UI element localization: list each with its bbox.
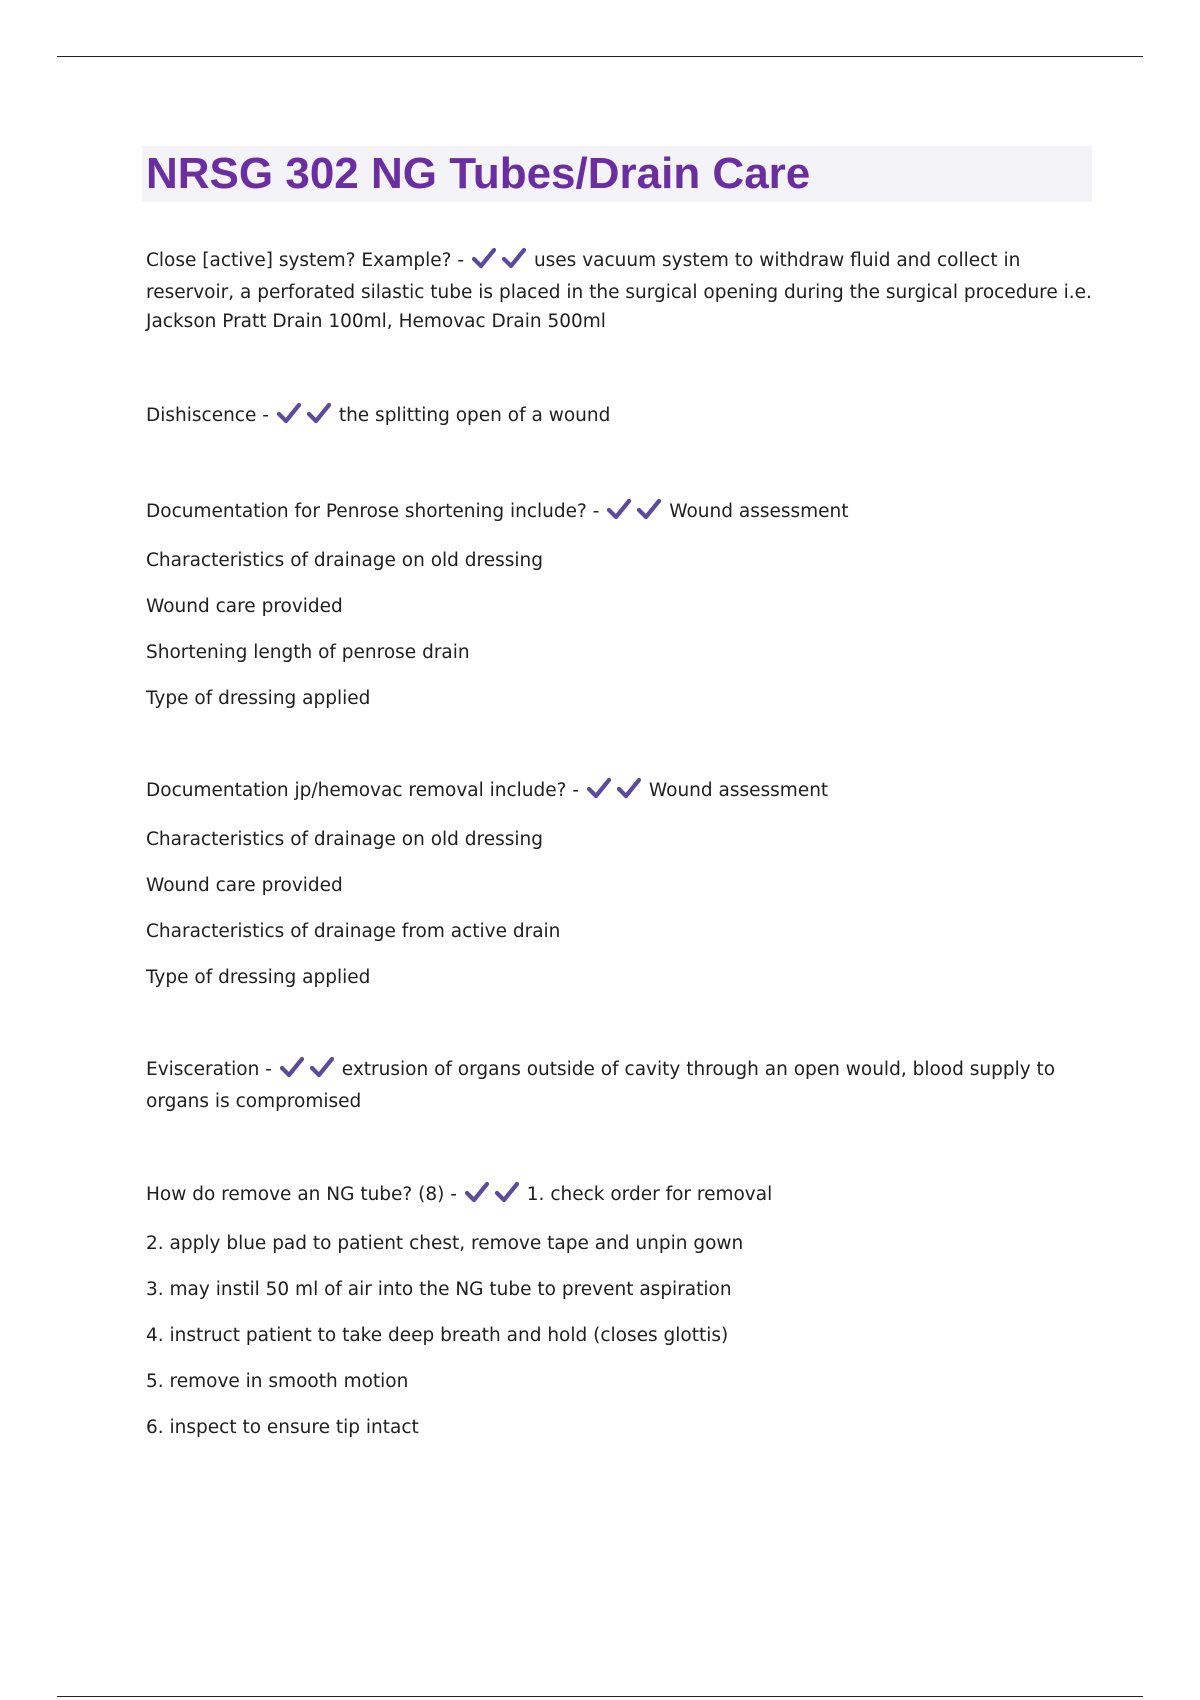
qa-answer-line: 3. may instil 50 ml of air into the NG tube to prevent aspiration	[146, 1279, 732, 1300]
qa-answer: extrusion of organs outside of cavity through an open would, blood supply to organs is compromised	[146, 1059, 1056, 1112]
qa-answer-line: Characteristics of drainage on old dressing	[146, 829, 544, 850]
qa-card-evisceration	[146, 1055, 1096, 1116]
qa-answer-line: Characteristics of drainage on old dressing	[146, 550, 544, 571]
page-title: NRSG 302 NG Tubes/Drain Care	[146, 149, 811, 198]
top-rule	[57, 56, 1143, 57]
qa-card-dehiscence	[146, 401, 1096, 433]
qa-first-line	[146, 776, 1096, 808]
qa-answer-line: 6. inspect to ensure tip intact	[146, 1417, 419, 1438]
qa-answer-line: Type of dressing applied	[146, 967, 371, 988]
qa-term: Documentation jp/hemovac removal include? -	[146, 780, 580, 801]
qa-answer: uses vacuum system to withdraw fluid and collect in reservoir, a perforated silastic tube is placed in the surgical opening during the surgical procedure i.e. Jackson Pratt Drain 100ml, Hemovac Drain 500ml	[146, 250, 1092, 332]
double-check-icon	[279, 1056, 339, 1087]
qa-answer-line: 5. remove in smooth motion	[146, 1371, 409, 1392]
double-check-icon	[586, 777, 646, 808]
qa-answer-line: Characteristics of drainage from active drain	[146, 921, 561, 942]
double-check-icon	[276, 402, 336, 433]
qa-first-line	[146, 1055, 1096, 1116]
flashcard-list	[146, 246, 1096, 1442]
qa-first-line	[146, 401, 1096, 433]
qa-card-jp-hemovac-documentation	[146, 776, 1096, 992]
double-check-icon	[464, 1181, 524, 1212]
bottom-rule	[57, 1696, 1143, 1697]
qa-term: How do remove an NG tube? (8) -	[146, 1184, 457, 1205]
qa-card-ng-tube-removal	[146, 1180, 1096, 1442]
qa-term: Evisceration -	[146, 1059, 272, 1080]
qa-first-line	[146, 246, 1096, 336]
qa-first-line	[146, 1180, 1096, 1212]
qa-answer-line: 4. instruct patient to take deep breath and hold (closes glottis)	[146, 1325, 729, 1346]
double-check-icon	[471, 247, 531, 278]
qa-answer-line: 2. apply blue pad to patient chest, remove tape and unpin gown	[146, 1233, 744, 1254]
qa-answer-line: Wound care provided	[146, 875, 343, 896]
qa-answer-line: Type of dressing applied	[146, 688, 371, 709]
qa-term: Documentation for Penrose shortening include? -	[146, 501, 600, 522]
qa-term: Dishiscence -	[146, 405, 269, 426]
qa-card-closed-system	[146, 246, 1096, 336]
qa-term: Close [active] system? Example? -	[146, 250, 465, 271]
qa-answer: Wound assessment	[648, 780, 829, 801]
qa-answer-line: Shortening length of penrose drain	[146, 642, 470, 663]
double-check-icon	[606, 498, 666, 529]
qa-answer: 1. check order for removal	[526, 1184, 773, 1205]
qa-answer: Wound assessment	[669, 501, 849, 522]
qa-answer: the splitting open of a wound	[338, 405, 611, 426]
qa-answer-line: Wound care provided	[146, 596, 343, 617]
qa-card-penrose-documentation	[146, 497, 1096, 713]
qa-first-line	[146, 497, 1096, 529]
